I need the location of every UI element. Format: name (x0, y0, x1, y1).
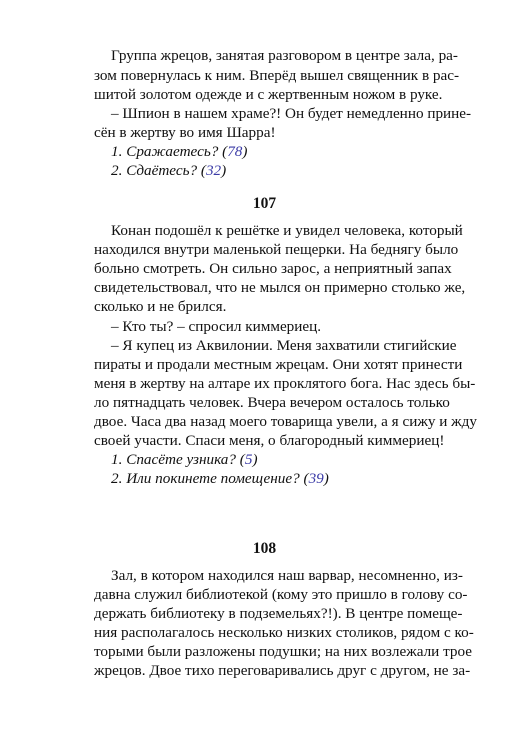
s108-line-6: жрецов. Двое тихо переговаривались друг с другом, не за- (94, 662, 471, 679)
s108-line-1: Зал, в котором находился наш варвар, несомненно, из- (111, 567, 463, 584)
s107-line-7: – Я купец из Аквилонии. Меня захватили стигийские (111, 337, 457, 354)
s108-line-4: ния располагалось несколько низких столиков, рядом с ко- (94, 624, 474, 641)
option-close: ) (242, 143, 248, 160)
s107-line-8: пираты и продали местным жрецам. Они хотят принести (94, 356, 463, 373)
intro-line-4: – Шпион в нашем храме?! Он будет немедленно прине- (111, 105, 472, 122)
s107-option-1[interactable] (111, 451, 440, 469)
s107-line-9: меня в жертву на алтаре их проклятого бога. Нас здесь бы- (94, 375, 476, 392)
option-text: 1. Спасёте узника? ( (111, 451, 245, 468)
section-number-108: 108 (252, 540, 277, 557)
option-text: 2. Сдаётесь? ( (111, 162, 206, 179)
s107-line-6: – Кто ты? – спросил киммериец. (111, 318, 322, 335)
intro-option-1[interactable] (111, 143, 440, 161)
option-close: ) (323, 470, 329, 487)
intro-line-1: Группа жрецов, занятая разговором в центре зала, ра- (111, 47, 458, 64)
s108-line-5: торыми были разложены подушки; на них возлежали трое (94, 643, 473, 660)
option-link[interactable]: 39 (308, 470, 324, 487)
s107-line-2: находился внутри маленькой пещерки. На беднягу было (94, 241, 459, 258)
section-number-107: 107 (252, 195, 277, 212)
s107-line-1: Конан подошёл к решётке и увидел человека, который (111, 222, 463, 239)
intro-line-2: зом повернулась к ним. Вперёд вышел священник в рас- (94, 67, 460, 84)
s108-line-3: держать библиотеку в подземельях?!). В центре помеще- (94, 605, 463, 622)
s107-line-11: двое. Часа два назад моего товарища увели, а я сижу и жду (94, 413, 477, 430)
s107-line-12: своей участи. Спаси меня, о благородный киммериец! (94, 432, 445, 449)
s107-line-10: ло пятнадцать человек. Вчера вечером осталось только (94, 394, 450, 411)
s108-line-2: давна служил библиотекой (кому это пришло в голову со- (94, 586, 468, 603)
s107-line-4: свидетельствовал, что не мылся он примерно столько же, (94, 279, 466, 296)
option-link[interactable]: 32 (205, 162, 222, 179)
option-link[interactable]: 78 (227, 143, 243, 160)
option-text: 2. Или покинете помещение? ( (111, 470, 309, 487)
option-link[interactable]: 5 (244, 451, 253, 468)
option-text: 1. Сражаетесь? ( (111, 143, 228, 160)
intro-option-2[interactable] (111, 162, 440, 180)
s107-line-5: сколько и не брился. (94, 298, 227, 315)
s107-line-3: больно смотреть. Он сильно зарос, а неприятный запах (94, 260, 452, 277)
option-close: ) (221, 162, 227, 179)
s107-option-2[interactable] (111, 470, 440, 488)
intro-line-5: сён в жертву во имя Шарра! (94, 124, 276, 141)
option-close: ) (252, 451, 258, 468)
intro-line-3: шитой золотом одежде и с жертвенным ножом в руке. (94, 86, 443, 103)
